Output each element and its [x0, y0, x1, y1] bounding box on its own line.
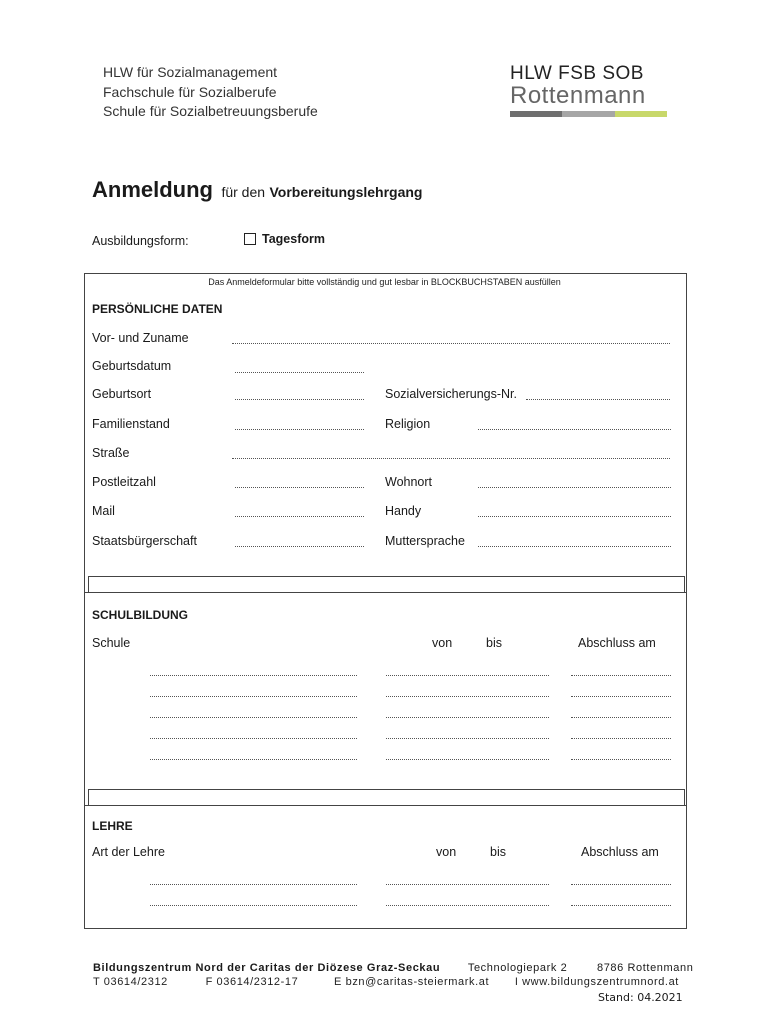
school-from-label: von: [432, 636, 453, 650]
apprenticeship-period-field[interactable]: [386, 884, 549, 885]
footer-address-line: [93, 962, 693, 974]
form-instructions: Das Anmeldeformular bitte vollständig und gut lesbar in BLOCKBUCHSTABEN ausfüllen: [208, 277, 561, 287]
logo-bar-segment: [510, 111, 562, 117]
language-field[interactable]: [478, 546, 671, 547]
school-line-2: Fachschule für Sozialberufe: [103, 83, 277, 100]
school-name-field[interactable]: [150, 675, 357, 676]
apprenticeship-degree-label: Abschluss am: [581, 845, 659, 859]
marital-status-label: Familienstand: [92, 417, 170, 431]
school-logo: [510, 63, 670, 117]
apprenticeship-type-field[interactable]: [150, 884, 357, 885]
personal-data-title: PERSÖNLICHE DATEN: [92, 302, 223, 316]
apprenticeship-degree-field[interactable]: [571, 905, 671, 906]
language-label: Muttersprache: [385, 534, 465, 548]
school-period-field[interactable]: [386, 759, 549, 760]
zip-field[interactable]: [235, 487, 364, 488]
apprenticeship-box: [84, 805, 687, 929]
birthdate-field[interactable]: [235, 372, 364, 373]
mobile-field[interactable]: [478, 516, 671, 517]
street-label: Straße: [92, 446, 130, 460]
school-degree-label: Abschluss am: [578, 636, 656, 650]
school-period-field[interactable]: [386, 717, 549, 718]
school-degree-field[interactable]: [571, 717, 671, 718]
apprenticeship-type-field[interactable]: [150, 905, 357, 906]
city-field[interactable]: [478, 487, 671, 488]
marital-status-field[interactable]: [235, 429, 364, 430]
school-to-label: bis: [486, 636, 502, 650]
logo-top-text: HLW FSB SOB: [510, 63, 644, 84]
school-period-field[interactable]: [386, 696, 549, 697]
footer-org: Bildungszentrum Nord der Caritas der Diözese Graz-Seckau: [93, 962, 441, 974]
page-title: [92, 177, 422, 203]
logo-bar-segment: [562, 111, 614, 117]
school-education-box: [84, 592, 687, 806]
title-course: Vorbereitungslehrgang: [269, 184, 423, 200]
religion-label: Religion: [385, 417, 431, 431]
footer-email: E bzn@caritas-steiermark.at: [334, 976, 490, 988]
apprenticeship-to-label: bis: [490, 845, 506, 859]
school-line-1: HLW für Sozialmanagement: [103, 64, 278, 80]
birthplace-field[interactable]: [235, 399, 364, 400]
footer-contact-line: [93, 976, 679, 988]
school-degree-field[interactable]: [571, 738, 671, 739]
zip-label: Postleitzahl: [92, 475, 156, 489]
school-line-3: Schule für Sozialbetreuungsberufe: [103, 103, 318, 119]
street-field[interactable]: [232, 458, 670, 459]
school-name-field[interactable]: [150, 717, 357, 718]
footer-web: I www.bildungszentrumnord.at: [514, 976, 679, 988]
apprenticeship-title: LEHRE: [92, 819, 133, 833]
apprenticeship-type-label: Art der Lehre: [92, 845, 165, 859]
school-degree-field[interactable]: [571, 696, 671, 697]
checkbox-icon[interactable]: [244, 233, 256, 245]
mail-label: Mail: [92, 504, 115, 518]
title-connector: für den: [221, 184, 266, 200]
school-period-field[interactable]: [386, 675, 549, 676]
revision-date: Stand: 04.2021: [598, 991, 683, 1004]
school-period-field[interactable]: [386, 738, 549, 739]
logo-color-bar: [510, 111, 667, 117]
birthplace-label: Geburtsort: [92, 387, 152, 401]
training-form-option[interactable]: [244, 232, 325, 246]
apprenticeship-degree-field[interactable]: [571, 884, 671, 885]
svnr-field[interactable]: [526, 399, 670, 400]
apprenticeship-period-field[interactable]: [386, 905, 549, 906]
apprenticeship-from-label: von: [436, 845, 457, 859]
school-names: [103, 63, 318, 122]
logo-bottom-text: Rottenmann: [510, 82, 646, 109]
religion-field[interactable]: [478, 429, 671, 430]
logo-bar-segment: [615, 111, 667, 117]
school-education-title: SCHULBILDUNG: [92, 608, 188, 622]
citizenship-label: Staatsbürgerschaft: [92, 534, 197, 548]
school-degree-field[interactable]: [571, 759, 671, 760]
school-name-field[interactable]: [150, 759, 357, 760]
training-form-option-label: Tagesform: [262, 232, 325, 246]
footer-fax: F 03614/2312-17: [205, 976, 299, 988]
school-name-field[interactable]: [150, 696, 357, 697]
footer-phone: T 03614/2312: [93, 976, 168, 988]
mail-field[interactable]: [235, 516, 364, 517]
school-degree-field[interactable]: [571, 675, 671, 676]
training-form-label: Ausbildungsform:: [92, 234, 189, 248]
svnr-label: Sozialversicherungs-Nr.: [385, 387, 517, 401]
name-field[interactable]: [232, 343, 670, 344]
school-column-label: Schule: [92, 636, 131, 650]
section-divider: [88, 576, 685, 593]
city-label: Wohnort: [385, 475, 433, 489]
title-main: Anmeldung: [92, 177, 213, 202]
mobile-label: Handy: [385, 504, 422, 518]
footer-city: 8786 Rottenmann: [596, 962, 694, 974]
footer-street: Technologiepark 2: [467, 962, 568, 974]
birthdate-label: Geburtsdatum: [92, 359, 172, 373]
name-label: Vor- und Zuname: [92, 331, 189, 345]
section-divider: [88, 789, 685, 806]
citizenship-field[interactable]: [235, 546, 364, 547]
school-name-field[interactable]: [150, 738, 357, 739]
